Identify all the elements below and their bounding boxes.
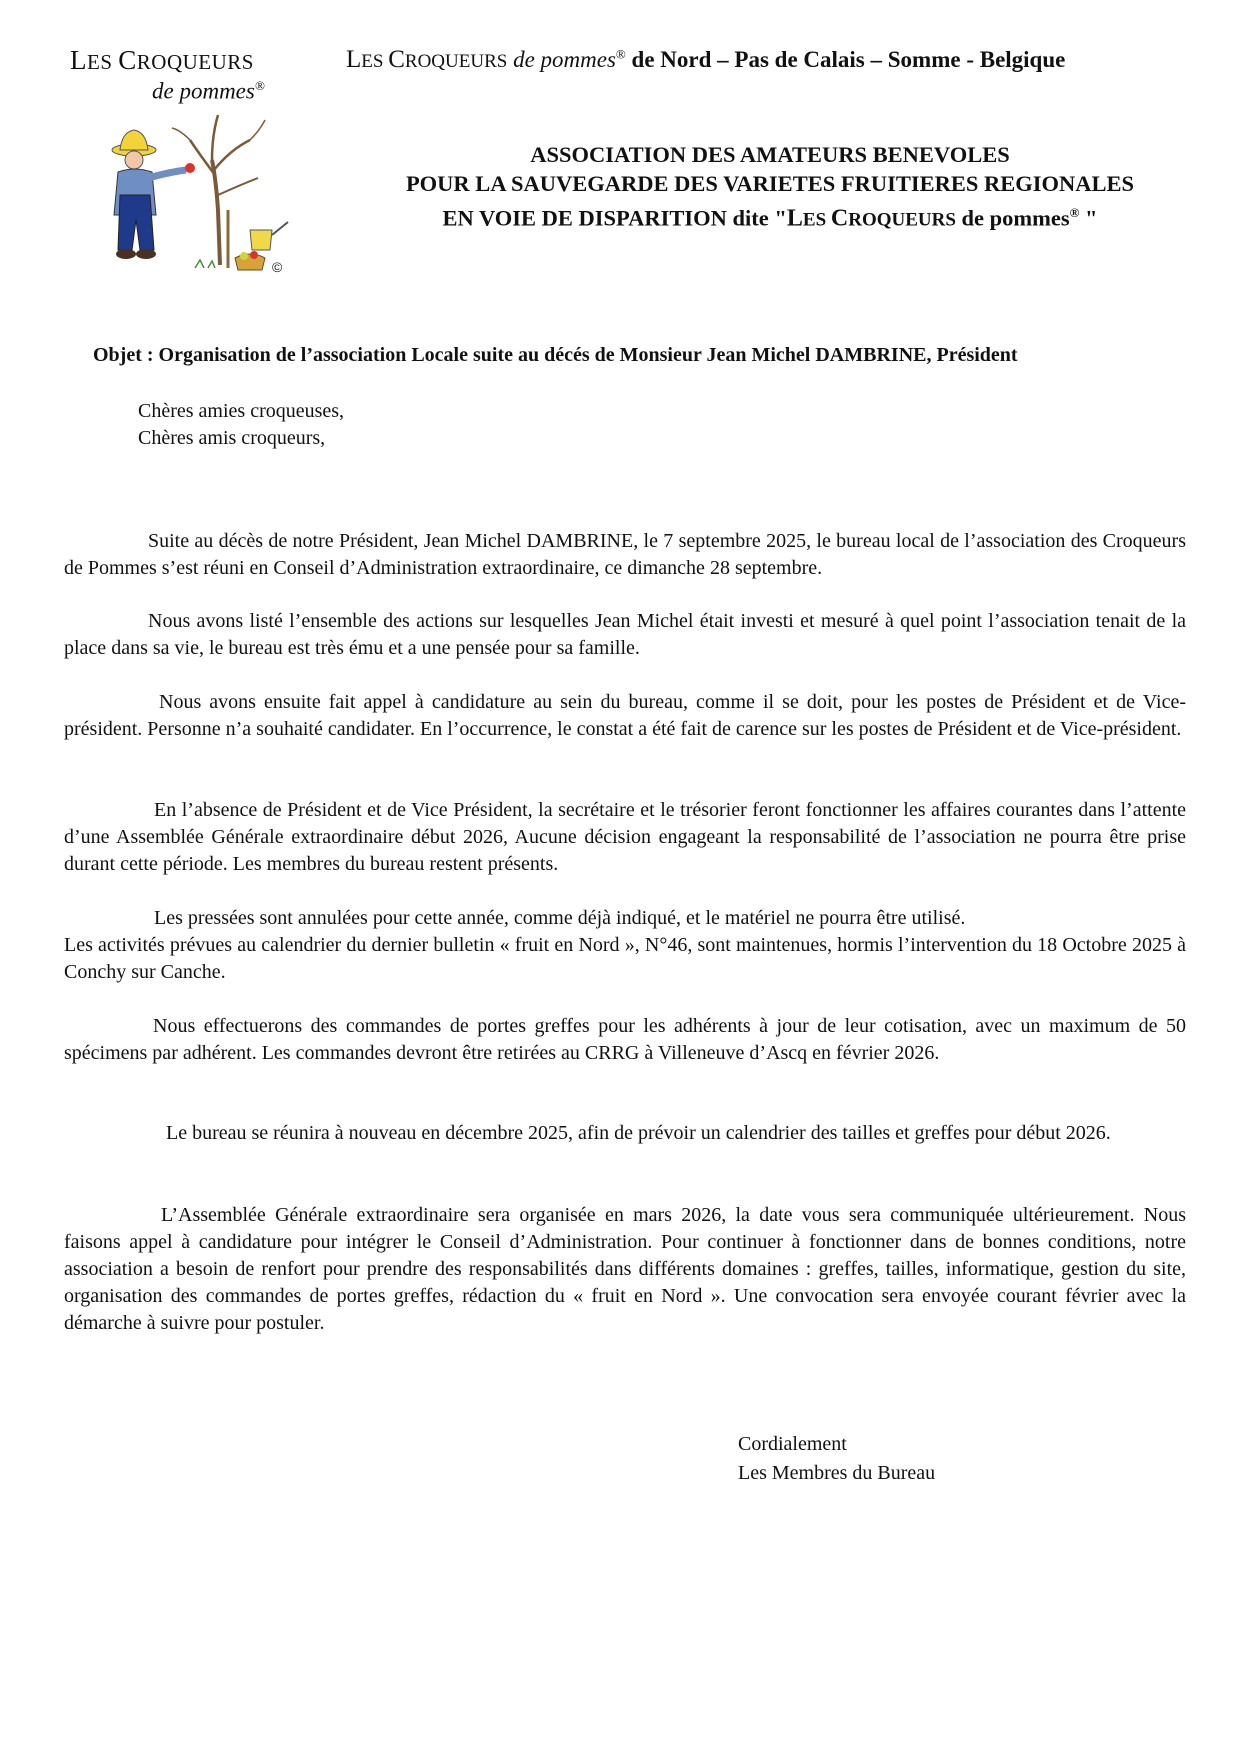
paragraph-4: En l’absence de Président et de Vice Président, la secrétaire et le trésorier feront fonctionner les affaires courantes dans l’attente d’une Assemblée Générale extraordinaire début 2026, Aucune décision engageant la responsabilité de l’association ne pourra être prise durant cette période. Les membres du bureau restent présents.	[64, 799, 1186, 875]
association-line-3: EN VOIE DE DISPARITION dite "LES CROQUEURS de pommes® "	[442, 205, 1098, 232]
paragraph-9: L’Assemblée Générale extraordinaire sera organisée en mars 2026, la date vous sera communiquée ultérieurement. Nous faisons appel à candidature pour intégrer le Conseil d’Administration. Pour continuer à fonctionner dans de bonnes conditions, notre association a besoin de renfort pour prendre des responsabilités dans différents domaines : greffes, tailles, informatique, gestion du site, organisation des commandes de portes greffes, rédaction du « fruit en Nord ». Une convocation sera envoyée courant février avec la démarche à suivre pour postuler.	[64, 1204, 1186, 1334]
paragraph-7: Nous effectuerons des commandes de portes greffes pour les adhérents à jour de leur cotisation, avec un maximum de 50 spécimens par adhérent. Les commandes devront être retirées au CRRG à Villeneuve d’Ascq en février 2026.	[64, 1015, 1186, 1064]
logo-subtitle: de pommes®	[152, 78, 265, 104]
logo-title: LES CROQUEURS	[70, 45, 254, 75]
paragraph-3: Nous avons ensuite fait appel à candidature au sein du bureau, comme il se doit, pour les postes de Président et de Vice-président. Personne n’a souhaité candidater. En l’occurrence, le constat a été fait de carence sur les postes de Président et de Vice-président.	[64, 691, 1186, 740]
signature-block	[738, 1430, 935, 1488]
closing: Cordialement	[738, 1433, 847, 1455]
header-title: LES CROQUEURS de pommes® de Nord – Pas de Calais – Somme - Belgique	[346, 46, 1066, 73]
paragraph-1: Suite au décès de notre Président, Jean Michel DAMBRINE, le 7 septembre 2025, le bureau local de l’association des Croqueurs de Pommes s’est réuni en Conseil d’Administration extraordinaire, ce dimanche 28 septembre.	[64, 530, 1186, 579]
svg-text:©: ©	[272, 259, 283, 275]
association-line-2: POUR LA SAUVEGARDE DES VARIETES FRUITIERES REGIONALES	[405, 171, 1135, 196]
greeting-line-2: Chères amis croqueurs,	[138, 427, 326, 449]
logo	[60, 40, 300, 275]
association-title	[340, 140, 1200, 235]
greeting-line-1: Chères amies croqueuses,	[138, 400, 345, 422]
association-line-1: ASSOCIATION DES AMATEURS BENEVOLES	[530, 142, 1010, 167]
paragraph-5: Les pressées sont annulées pour cette année, comme déjà indiqué, et le matériel ne pourra être utilisé.	[154, 907, 966, 929]
paragraph-2: Nous avons listé l’ensemble des actions sur lesquelles Jean Michel était investi et mesuré à quel point l’association tenait de la place dans sa vie, le bureau est très ému et a une pensée pour sa famille.	[64, 610, 1186, 659]
apple-tree-gardener-illustration	[100, 100, 300, 275]
paragraph-8: Le bureau se réunira à nouveau en décembre 2025, afin de prévoir un calendrier des tailles et greffes pour début 2026.	[166, 1122, 1111, 1144]
greeting	[138, 398, 344, 452]
signature: Les Membres du Bureau	[738, 1462, 936, 1484]
letter-object: Objet : Organisation de l’association Locale suite au décés de Monsieur Jean Michel DAMBRINE, Président	[93, 344, 1018, 366]
paragraph-6: Les activités prévues au calendrier du dernier bulletin « fruit en Nord », N°46, sont maintenues, hormis l’intervention du 18 Octobre 2025 à Conchy sur Canche.	[64, 934, 1186, 983]
